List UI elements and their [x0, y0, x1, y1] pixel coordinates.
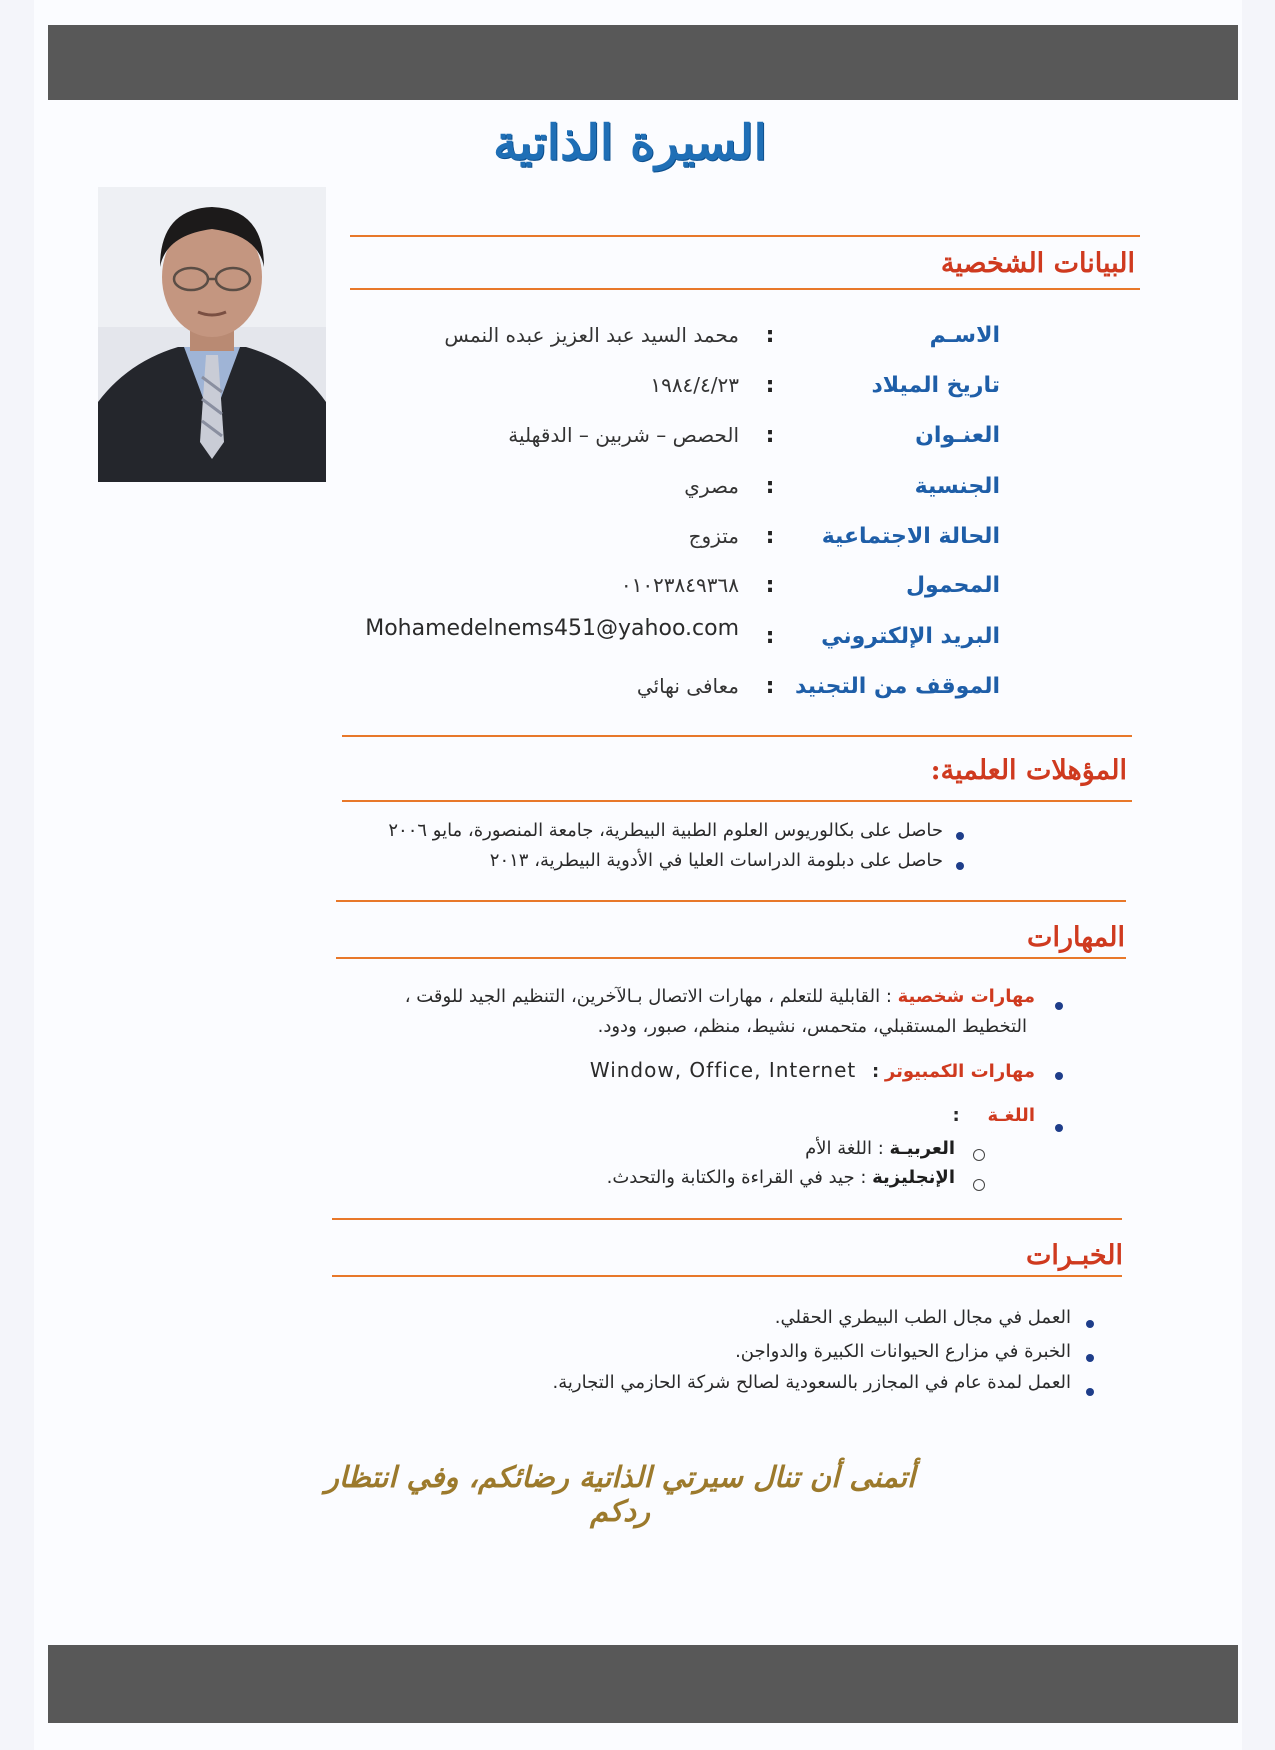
experience-item: العمل لمدة عام في المجازر بالسعودية لصالح شركة الحازمي التجارية. [552, 1372, 1071, 1393]
colon: : [765, 624, 775, 649]
value-birthdate: ١٩٨٤/٤/٢٣ [650, 373, 739, 397]
experience-item: الخبرة في مزارع الحيوانات الكبيرة والدواجن. [735, 1341, 1071, 1362]
info-row-name [0, 323, 1275, 363]
colon: : [765, 373, 775, 398]
section-rule [350, 288, 1140, 290]
personal-skills-text: : القابلية للتعلم ، مهارات الاتصال بـالآخرين، التنظيم الجيد للوقت ، [404, 986, 892, 1007]
colon: : [765, 423, 775, 448]
personal-data-heading: البيانات الشخصية [940, 248, 1135, 279]
info-row-nationality [0, 474, 1275, 514]
qualifications-heading: المؤهلات العلمية: [930, 755, 1127, 786]
info-row-military-status [0, 674, 1275, 714]
value-email: Mohamedelnems451@yahoo.com [365, 616, 739, 641]
closing-sentence: أتمنى أن تنال سيرتي الذاتية رضائكم، وفي انتظار ردكم [324, 1460, 916, 1528]
personal-skills-line [405, 986, 1035, 1007]
label-email: البريد الإلكتروني [821, 624, 1000, 649]
value-address: الحصص – شربين – الدقهلية [508, 423, 739, 447]
value-military-status: معافى نهائي [636, 674, 739, 698]
language-level: : اللغة الأم [805, 1138, 884, 1159]
qualification-item: حاصل على دبلومة الدراسات العليا في الأدوية البيطرية، ٢٠١٣ [489, 850, 943, 871]
experience-heading: الخبـرات [1025, 1240, 1123, 1271]
personal-skills-label: مهارات شخصية [897, 986, 1035, 1007]
info-row-mobile [0, 573, 1275, 613]
document-title: السيرة الذاتية [493, 115, 767, 171]
experience-item: العمل في مجال الطب البيطري الحقلي. [774, 1307, 1071, 1328]
colon: : [765, 674, 775, 699]
label-address: العنـوان [915, 423, 1000, 448]
section-rule [332, 1275, 1122, 1277]
sub-bullet-circle [973, 1149, 985, 1161]
bullet-dot [1086, 1320, 1094, 1328]
language-level: : جيد في القراءة والكتابة والتحدث. [606, 1167, 867, 1188]
language-label: اللغـة [987, 1105, 1035, 1126]
language-item-english [607, 1167, 955, 1188]
value-mobile: ٠١٠٢٣٨٤٩٣٦٨ [620, 573, 739, 597]
label-name: الاسـم [929, 323, 1000, 348]
qualification-item: حاصل على بكالوريوس العلوم الطبية البيطرية، جامعة المنصورة، مايو ٢٠٠٦ [388, 820, 943, 841]
language-name: العربيـة [889, 1138, 955, 1159]
label-marital-status: الحالة الاجتماعية [821, 524, 1000, 549]
sub-bullet-circle [973, 1179, 985, 1191]
bullet-dot [1086, 1354, 1094, 1362]
bottom-gray-band [48, 1645, 1238, 1723]
computer-skills-colon: : [871, 1061, 880, 1082]
bullet-dot [1055, 1002, 1063, 1010]
colon: : [765, 323, 775, 348]
bullet-dot [956, 832, 964, 840]
value-marital-status: متزوج [688, 524, 739, 548]
computer-skills-label: مهارات الكمبيوتر [884, 1061, 1035, 1082]
colon: : [765, 474, 775, 499]
bullet-dot [1086, 1388, 1094, 1396]
section-rule [336, 900, 1126, 902]
skills-heading: المهارات [1027, 922, 1125, 953]
section-rule [350, 235, 1140, 237]
section-rule [332, 1218, 1122, 1220]
label-mobile: المحمول [905, 573, 1000, 598]
language-colon: : [952, 1105, 960, 1126]
personal-skills-text-continued: التخطيط المستقبلي، متحمس، نشيط، منظم، صبور، ودود. [597, 1016, 1027, 1037]
section-rule [342, 800, 1132, 802]
bullet-dot [1055, 1072, 1063, 1080]
computer-skills-text: Window, Office, Internet [589, 1058, 857, 1082]
info-row-address [0, 423, 1275, 463]
label-nationality: الجنسية [914, 474, 1000, 499]
language-name: الإنجليزية [872, 1167, 955, 1188]
colon: : [765, 573, 775, 598]
info-row-email [0, 616, 1275, 656]
bullet-dot [1055, 1124, 1063, 1132]
section-rule [336, 957, 1126, 959]
label-military-status: الموقف من التجنيد [795, 674, 1000, 699]
top-gray-band [48, 25, 1238, 100]
computer-skills-line [590, 1058, 1035, 1082]
bullet-dot [956, 862, 964, 870]
section-rule [342, 735, 1132, 737]
value-nationality: مصري [684, 474, 739, 498]
language-item-arabic [805, 1138, 955, 1159]
info-row-birthdate [0, 373, 1275, 413]
colon: : [765, 524, 775, 549]
label-birthdate: تاريخ الميلاد [871, 373, 1000, 398]
info-row-marital-status [0, 524, 1275, 564]
value-name: محمد السيد عبد العزيز عبده النمس [444, 323, 739, 347]
language-line [953, 1105, 1035, 1126]
